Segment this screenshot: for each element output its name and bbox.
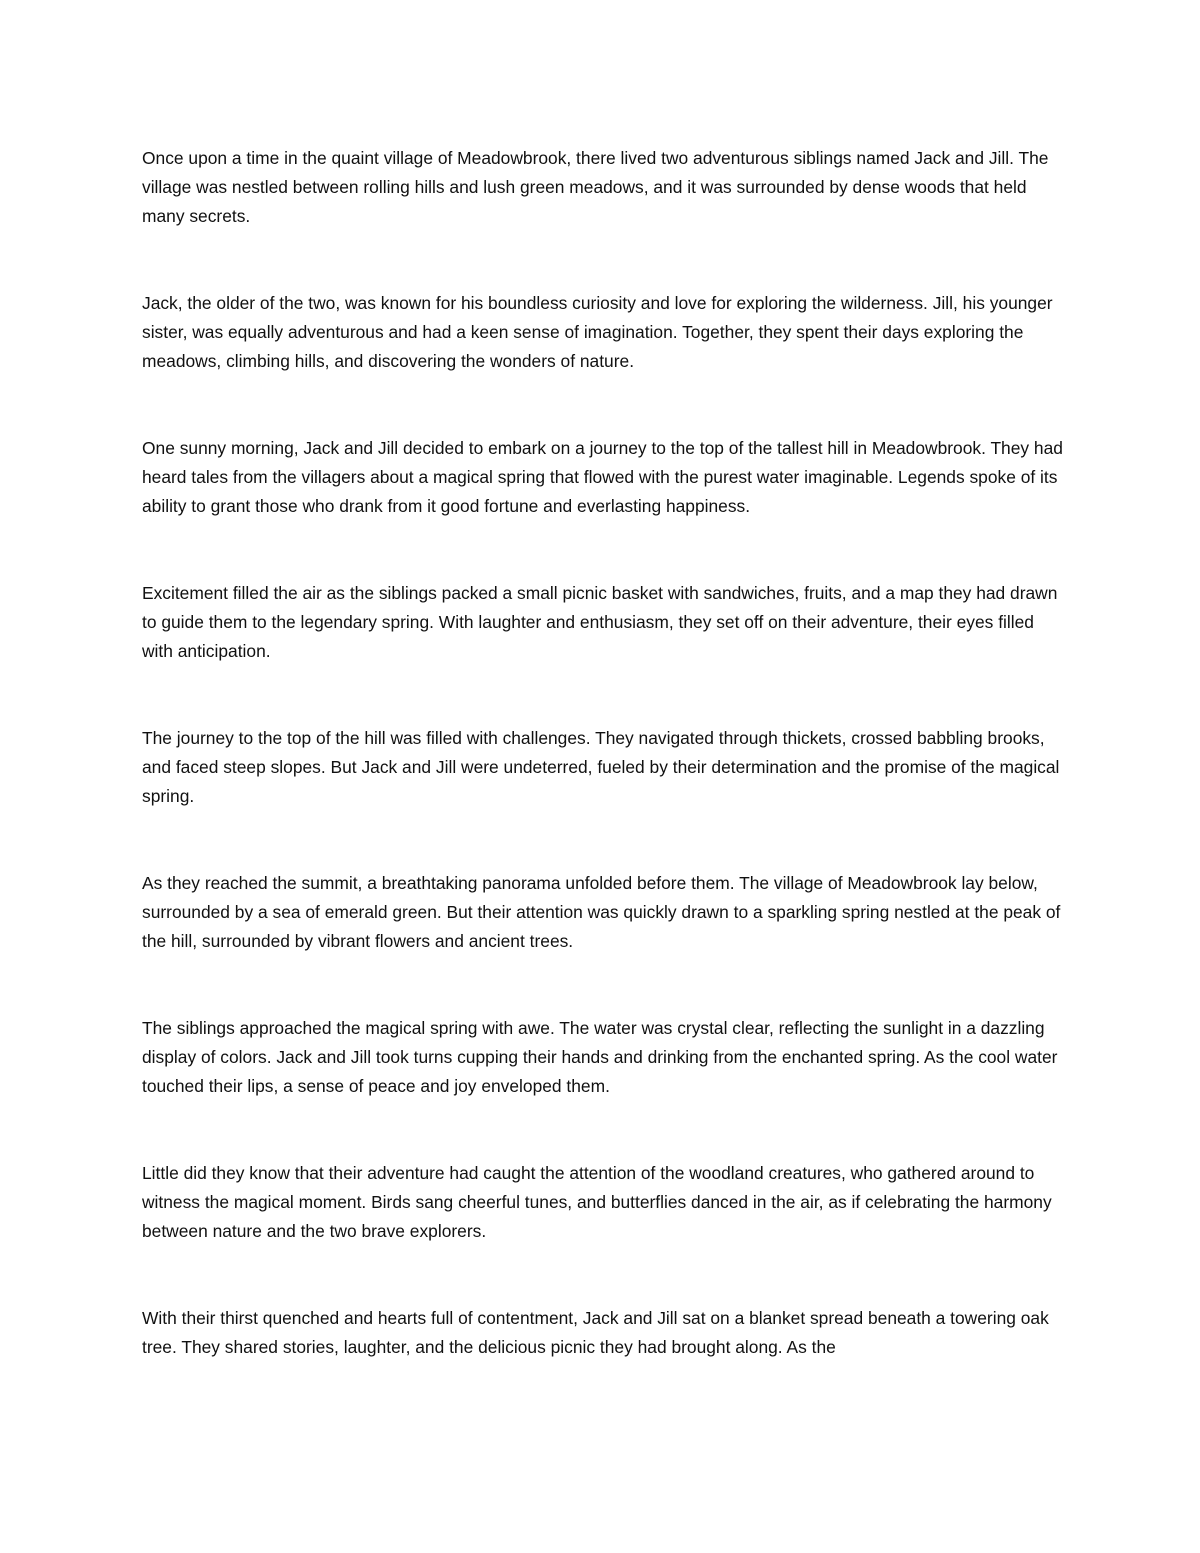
story-text [142, 144, 1067, 1420]
paragraph-4: Excitement filled the air as the siblings packed a small picnic basket with sandwiches, fruits, and a map they had drawn to guide them to the legendary spring. With laughter and enthusiasm, they set off on their adventure, their eyes filled with anticipation. [142, 583, 1058, 661]
paragraph-6: As they reached the summit, a breathtaking panorama unfolded before them. The village of Meadowbrook lay below, surrounded by a sea of emerald green. But their attention was quickly drawn to a sparkling spring nestled at the peak of the hill, surrounded by vibrant flowers and ancient trees. [142, 873, 1061, 951]
paragraph-5: The journey to the top of the hill was filled with challenges. They navigated through thickets, crossed babbling brooks, and faced steep slopes. But Jack and Jill were undeterred, fueled by their determination and the promise of the magical spring. [142, 728, 1060, 806]
paragraph-8: Little did they know that their adventure had caught the attention of the woodland creatures, who gathered around to witness the magical moment. Birds sang cheerful tunes, and butterflies danced in the air, as if celebrating the harmony between nature and the two brave explorers. [142, 1163, 1052, 1241]
paragraph-1: Once upon a time in the quaint village of Meadowbrook, there lived two adventurous siblings named Jack and Jill. The village was nestled between rolling hills and lush green meadows, and it was surrounded by dense woods that held many secrets. [142, 148, 1049, 226]
paragraph-3: One sunny morning, Jack and Jill decided to embark on a journey to the top of the tallest hill in Meadowbrook. They had heard tales from the villagers about a magical spring that flowed with the purest water imaginable. Legends spoke of its ability to grant those who drank from it good fortune and everlasting happiness. [142, 438, 1063, 516]
paragraph-2: Jack, the older of the two, was known for his boundless curiosity and love for exploring the wilderness. Jill, his younger sister, was equally adventurous and had a keen sense of imagination. Together, they spent their days exploring the meadows, climbing hills, and discovering the wonders of nature. [142, 293, 1053, 371]
paragraph-7: The siblings approached the magical spring with awe. The water was crystal clear, reflecting the sunlight in a dazzling display of colors. Jack and Jill took turns cupping their hands and drinking from the enchanted spring. As the cool water touched their lips, a sense of peace and joy enveloped them. [142, 1018, 1058, 1096]
paragraph-9: With their thirst quenched and hearts full of contentment, Jack and Jill sat on a blanket spread beneath a towering oak tree. They shared stories, laughter, and the delicious picnic they had brought along. As the [142, 1308, 1049, 1357]
